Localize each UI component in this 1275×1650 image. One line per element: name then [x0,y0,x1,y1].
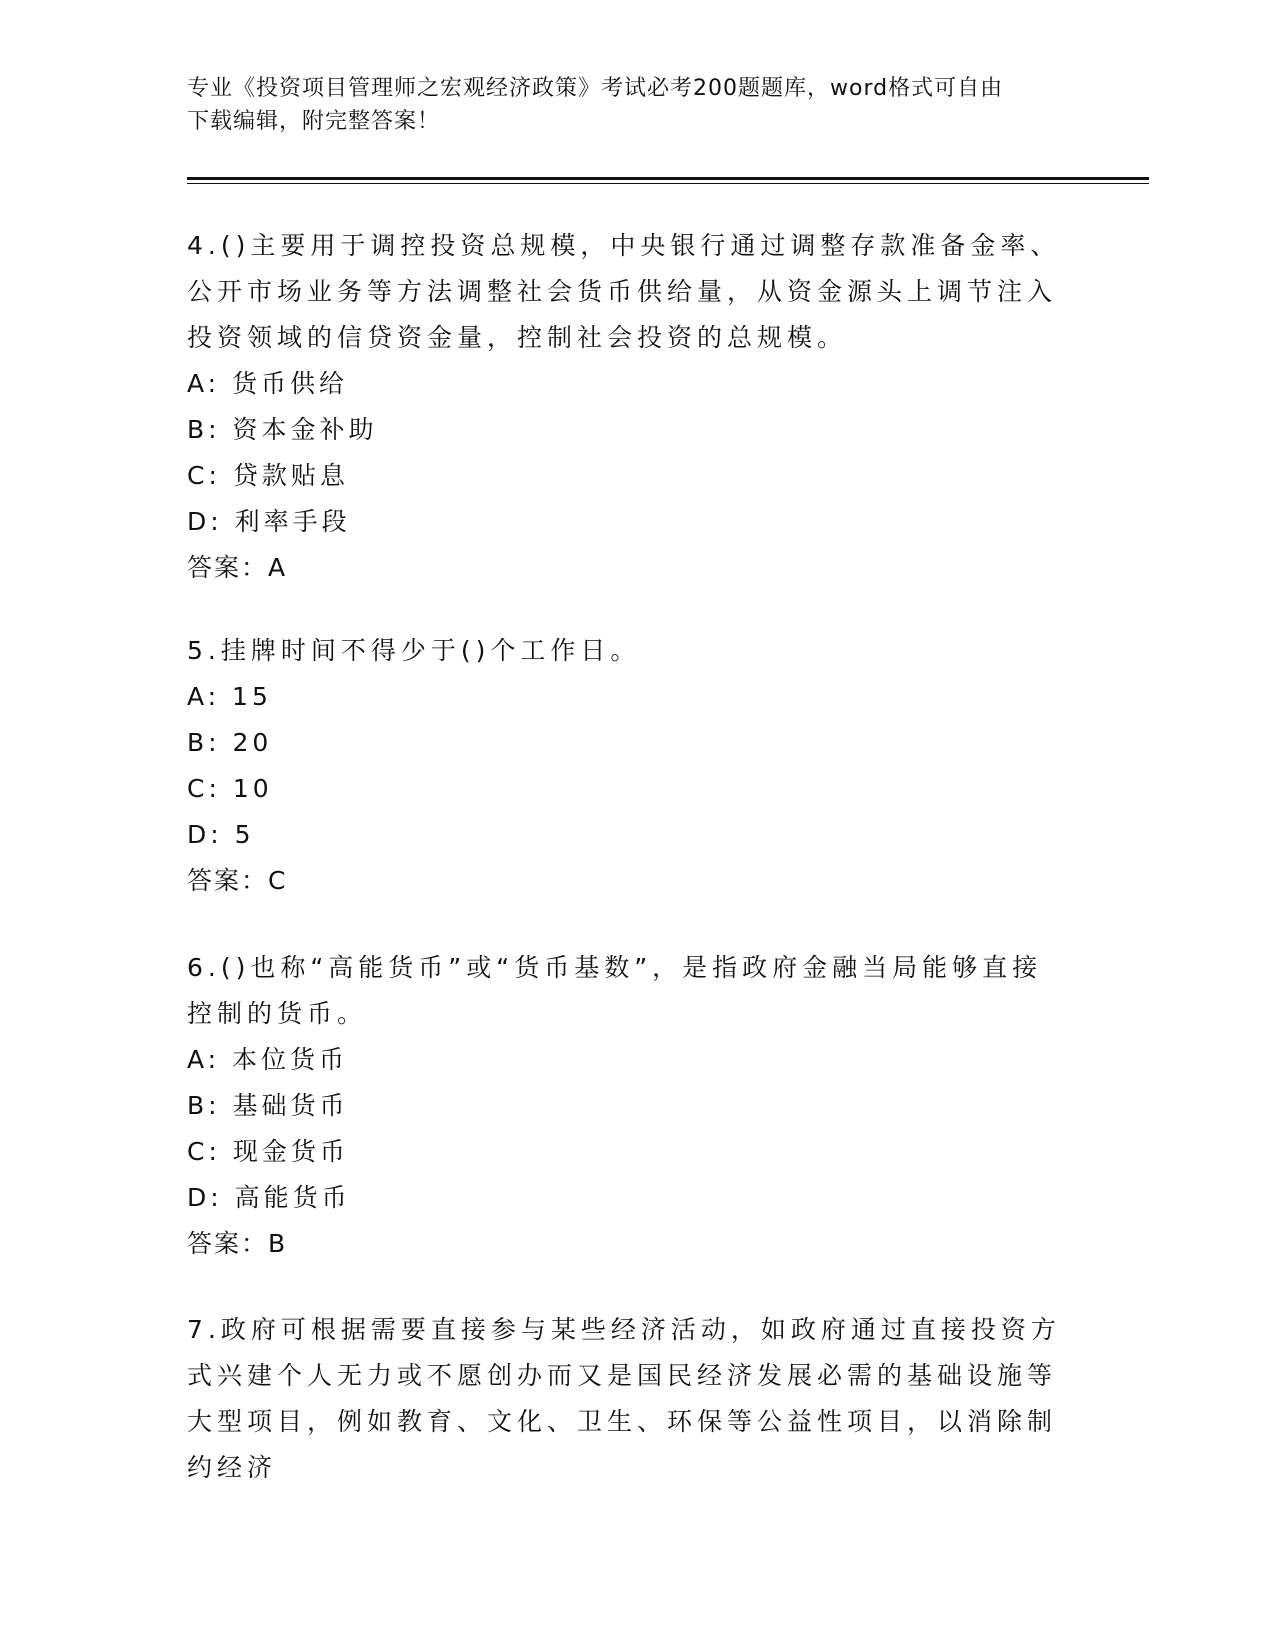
option-d: D: 5 [187,820,255,849]
question-stem: 4.()主要用于调控投资总规模，中央银行通过调整存款准备金率、公开市场业务等方法调整社会货币供给量，从资金源头上调节注入投资领域的信贷资金量，控制社会投资的总规模。 [187,231,1061,352]
option-b: B: 基础货币 [187,1091,349,1120]
answer: 答案：A [187,553,288,582]
question-4 [187,223,1067,591]
option-c: C: 现金货币 [187,1137,349,1166]
header-line-1: 专业《投资项目管理师之宏观经济政策》考试必考200题题库，word格式可自由 [187,76,1004,101]
option-c: C: 贷款贴息 [187,461,349,490]
document-header [187,72,1067,138]
option-d: D: 高能货币 [187,1183,351,1212]
question-7 [187,1307,1067,1491]
option-d: D: 利率手段 [187,507,351,536]
option-a: A: 15 [187,682,272,711]
answer: 答案：B [187,1229,288,1258]
option-b: B: 资本金补助 [187,415,378,444]
header-divider-thin [187,183,1149,184]
header-line-2: 下载编辑，附完整答案！ [187,109,441,134]
question-5 [187,628,1067,904]
answer: 答案：C [187,866,288,895]
question-6 [187,945,1067,1267]
question-stem: 7.政府可根据需要直接参与某些经济活动，如政府通过直接投资方式兴建个人无力或不愿创办而又是国民经济发展必需的基础设施等大型项目，例如教育、文化、卫生、环保等公益性项目，以消除制约经济 [187,1315,1061,1482]
option-a: A: 货币供给 [187,369,349,398]
question-stem: 5.挂牌时间不得少于()个工作日。 [187,636,641,665]
option-c: C: 10 [187,774,273,803]
option-a: A: 本位货币 [187,1045,349,1074]
option-b: B: 20 [187,728,273,757]
question-stem: 6.()也称“高能货币”或“货币基数”，是指政府金融当局能够直接控制的货币。 [187,953,1043,1028]
header-divider-thick [187,177,1149,180]
